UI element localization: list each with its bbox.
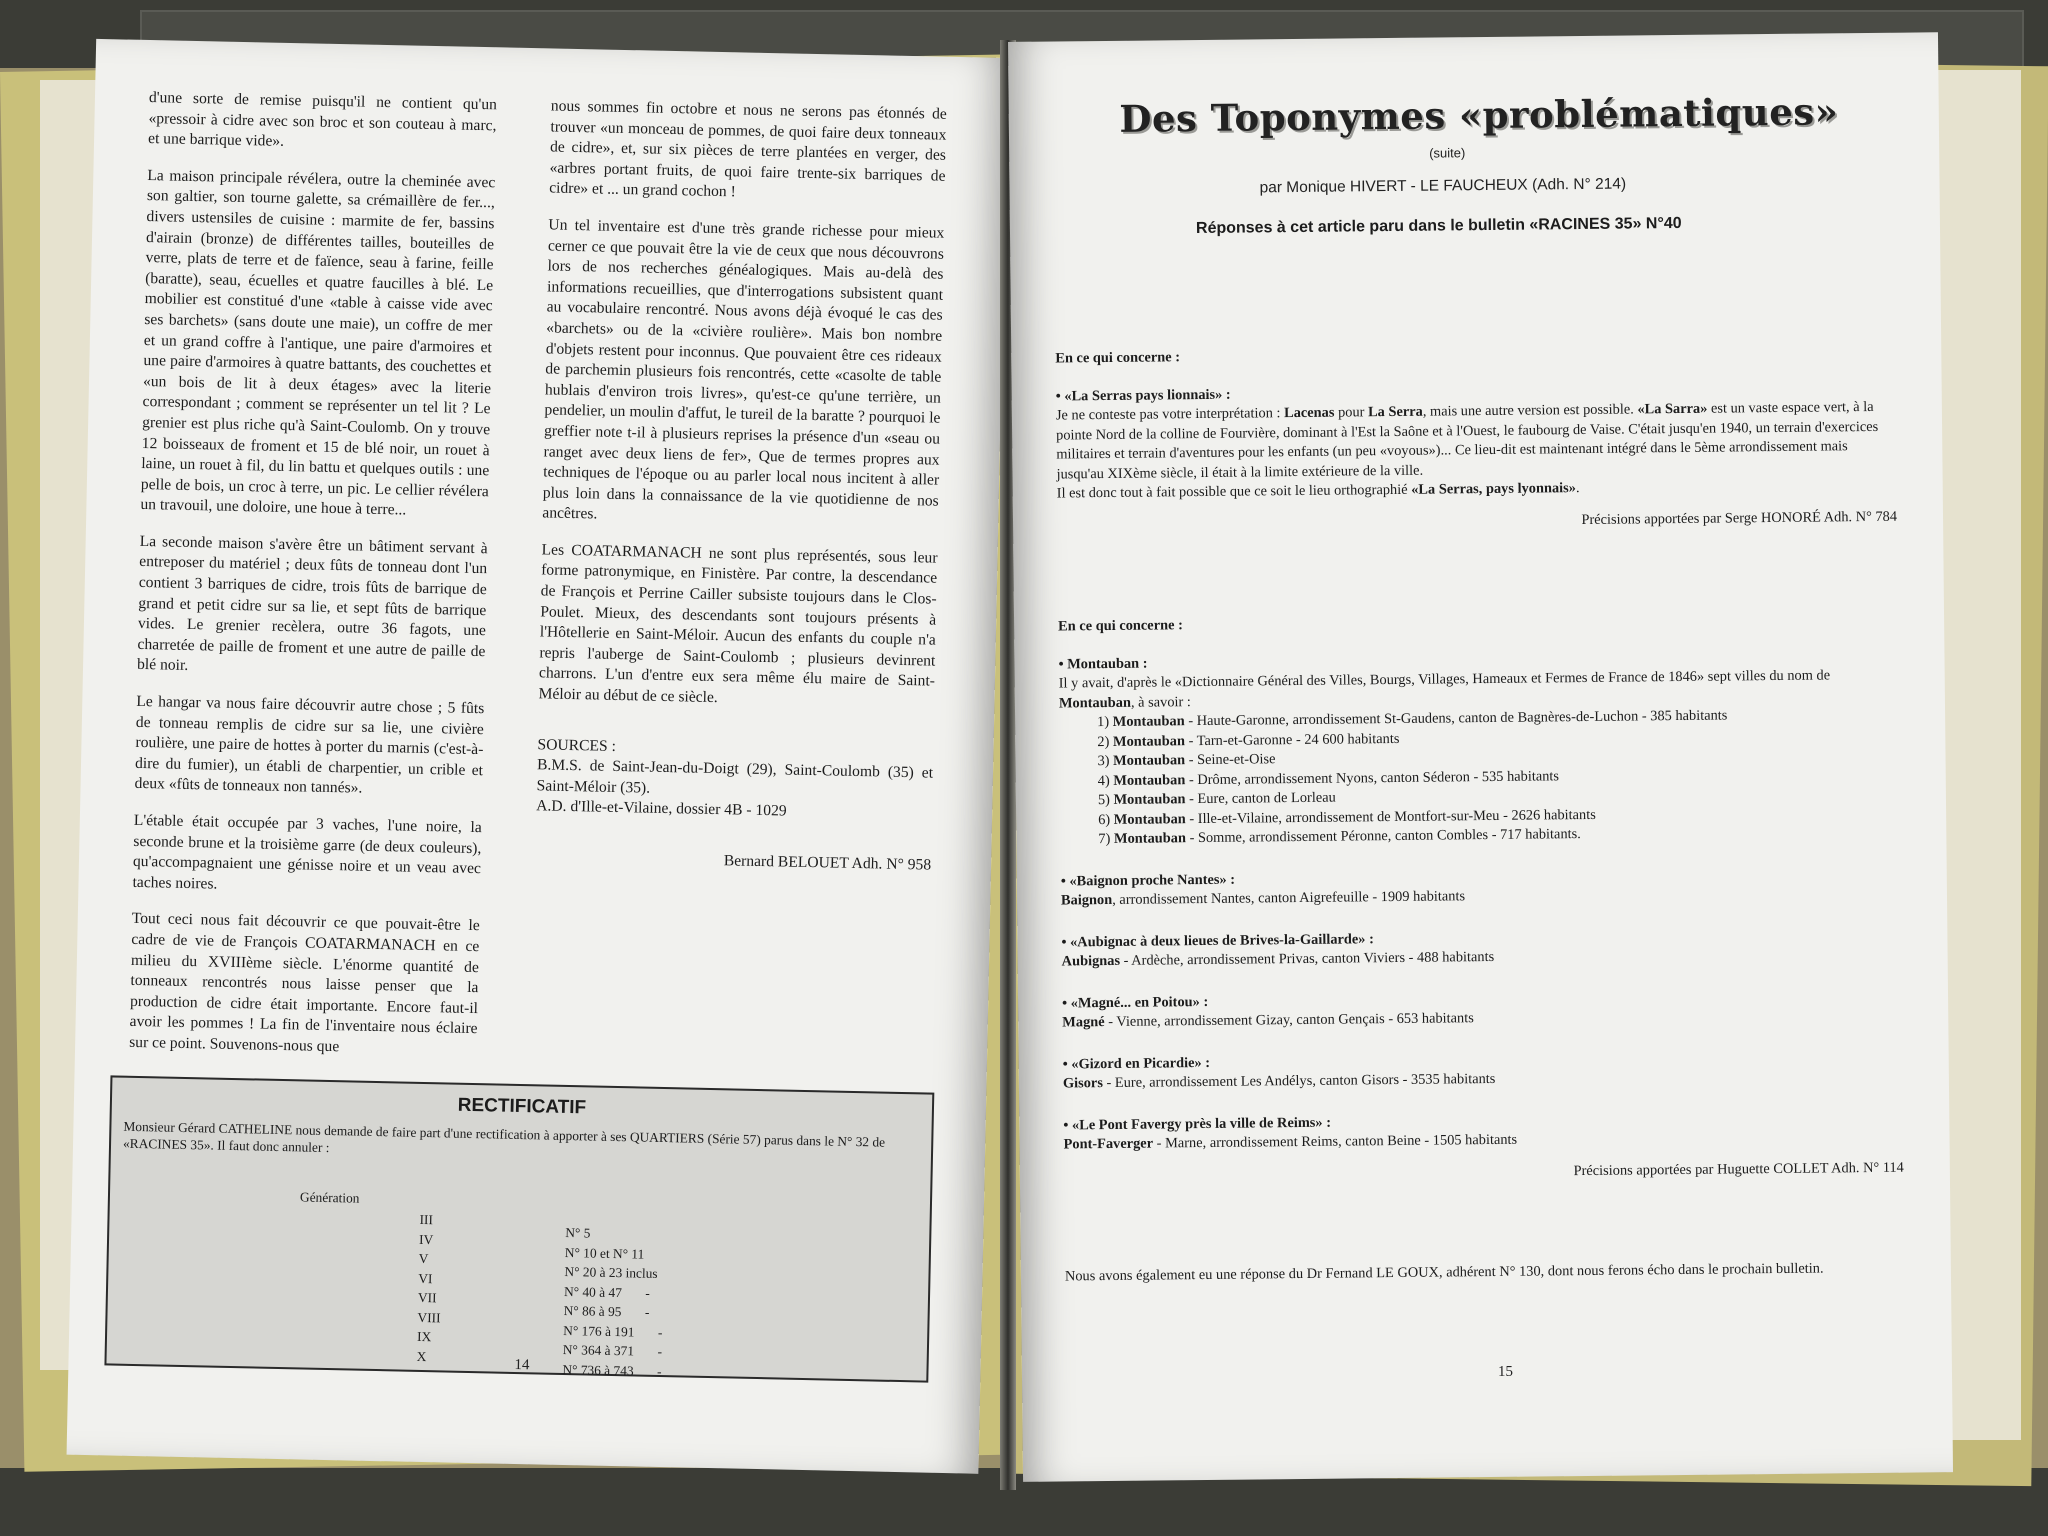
place-name: Gisors	[1062, 1075, 1103, 1092]
section-la-serras	[1055, 341, 1897, 536]
number-text: N° 20 à 23 inclus	[564, 1263, 658, 1281]
place-name: Montauban	[1112, 732, 1186, 750]
rectificatif-intro: Monsieur Gérard CATHELINE nous demande de faire part d'une rectification à apporter à ses QUARTIERS (Série 57) parus dans le N° 32 de «RACINES 35». Il faut donc annuler :	[122, 1118, 886, 1156]
place-name: Montauban	[1113, 791, 1186, 808]
text: - Seine-et-Oise	[1185, 751, 1276, 769]
number-item	[565, 1242, 687, 1264]
text: Il y avait, d'après le «Dictionnaire Général des Villes, Bourgs, Villages, Hameaux et Fermes de France de 1846» sept villes du nom de	[1058, 667, 1831, 692]
left-page	[67, 39, 1008, 1474]
text: - Somme, arrondissement Péronne, canton Combles - 717 habitants.	[1185, 826, 1581, 847]
item-title: • «Baignon proche Nantes» :	[1060, 871, 1236, 889]
sources-line: B.M.S. de Saint-Jean-du-Doigt (29), Saint-Coulomb (35) et Saint-Méloir (35).	[536, 756, 934, 797]
sources-line: A.D. d'Ille-et-Vilaine, dossier 4B - 1029	[536, 797, 787, 820]
number-item	[565, 1223, 687, 1245]
text: , mais une autre version est possible.	[1422, 401, 1638, 420]
paragraph: Les COATARMANACH ne sont plus représentés, sous leur forme patronymique, en Finistère. Par contre, la descendance de François et Perrine Cailler subsiste toujours dans le Clos-Poulet. Mieux, des descendants sont toujours présents à l'Hôtellerie en Saint-Méloir. Aucun des enfants du couple n'a repris l'auberge de Saint-Coulomb ; plusieurs devinrent charrons. L'un d'entre eux sera même élu maire de Saint-Méloir au début de ce siècle.	[538, 541, 938, 707]
closing-note: Nous avons également eu une réponse du Dr Fernand LE GOUX, adhérent N° 130, dont nous ferons écho dans le prochain bulletin.	[1064, 1260, 1824, 1285]
generation-item: IV	[418, 1231, 434, 1247]
paragraph: Le hangar va nous faire découvrir autre chose ; 5 fûts de tonneau remplis de cidre sur sa lie, une civière roulière, une paire de hottes à porter du marnis (c'est-à-dire du fumier), un établi de charpentier, un crible et deux «fûts de tonneaux non tannés».	[134, 692, 485, 798]
item-title: • «Gizord en Picardie» :	[1062, 1054, 1211, 1072]
generation-list	[416, 1210, 442, 1366]
generation-item: IX	[416, 1328, 432, 1345]
place-name: Montauban	[1112, 713, 1185, 730]
list-number: 2)	[1097, 733, 1110, 750]
paragraph: Tout ceci nous fait découvrir ce que pouvait-être le cadre de vie de François COATARMANACH en ce milieu du XVIIIème siècle. L'énorme quantité de tonneaux rencontrés nous laisse penser que la production de cidre était importante. Encore faut-il avoir les pommes ! La fin de l'inventaire nous éclaire sur ce point. Souvenons-nous que	[129, 910, 480, 1056]
place-name: «La Sarra»	[1637, 400, 1708, 418]
number-text: N° 364 à 371	[562, 1341, 635, 1359]
place-name: La Serra	[1367, 403, 1423, 421]
place-name: Montauban	[1058, 694, 1131, 712]
item-title: • Montauban :	[1058, 655, 1148, 673]
text: , à savoir :	[1130, 693, 1191, 711]
text: , arrondissement Nantes, canton Aigrefeuille - 1909 habitants	[1112, 888, 1466, 908]
list-number: 3)	[1097, 752, 1110, 770]
generation-label: Génération	[299, 1189, 360, 1206]
text: - Marne, arrondissement Reims, canton Beine - 1505 habitants	[1152, 1131, 1518, 1152]
page-number: 14	[514, 1356, 530, 1374]
item-title: • «La Serras pays lionnais» :	[1055, 386, 1231, 405]
place-name: Montauban	[1113, 810, 1186, 828]
dash	[644, 1258, 672, 1259]
text: - Eure, arrondissement Les Andélys, canton Gisors - 3535 habitants	[1102, 1070, 1496, 1092]
number-list	[562, 1223, 686, 1382]
text: Je ne conteste pas votre interprétation :	[1055, 405, 1285, 424]
rectificatif-box	[104, 1075, 934, 1382]
article-title: Des Toponymes «problématiques»	[1119, 89, 1839, 141]
place-name: «La Serras, pays lyonnais»	[1411, 480, 1577, 498]
text: est un vaste espace vert, à la pointe Nord de la colline de Fourvière, dominant à l'Est la Saône et à l'Ouest, le faubourg de Vaise. C'était jusqu'en 1940, un terrain d'exercices militaires et terrain d'aventures pour les enfants (un peu «voyous»)... Ce lieu-dit est maintenant intégré dans le 5ème arrondissement mais jusqu'au XIXème siècle, il était à la limite extérieure de la ville.	[1056, 398, 1879, 483]
dash: -	[656, 1363, 662, 1379]
generation-item: VII	[417, 1289, 437, 1306]
article-subtitle: Réponses à cet article paru dans le bulletin «RACINES 35» N°40	[1195, 214, 1682, 238]
number-text: N° 40 à 47	[563, 1283, 623, 1300]
number-item	[564, 1262, 686, 1284]
item-title: • «Aubignac à deux lieues de Brives-la-Gaillarde» :	[1061, 930, 1374, 950]
dash: -	[657, 1324, 663, 1340]
item-title: • «Magné... en Poitou» :	[1061, 993, 1209, 1011]
section-heading: En ce qui concerne :	[1055, 349, 1181, 367]
generation-item: X	[416, 1348, 427, 1364]
number-text: N° 736 à 743	[562, 1361, 634, 1378]
paragraph	[1056, 398, 1897, 485]
text: Il est donc tout à fait possible que ce soit le lieu orthographié	[1056, 481, 1412, 502]
article-byline: par Monique HIVERT - LE FAUCHEUX (Adh. N° 214)	[1259, 175, 1627, 197]
place-name: Lacenas	[1283, 404, 1335, 422]
place-name: Pont-Faverger	[1063, 1135, 1154, 1153]
dash	[658, 1278, 686, 1279]
sources-heading: SOURCES :	[537, 735, 617, 755]
list-number: 6)	[1098, 811, 1111, 828]
place-name: Montauban	[1113, 771, 1186, 789]
text: pour	[1334, 404, 1369, 421]
credit-line: Précisions apportées par Serge HONORÉ Adh. N° 784	[1581, 508, 1898, 528]
section-montauban	[1058, 609, 1904, 1187]
paragraph: nous sommes fin octobre et nous ne serons pas étonnés de trouver «un monceau de pommes, de quoi faire deux tonneaux de cidre», et, sur six pièces de terre plantées en verger, des «arbres portant fruits, de quoi faire trente-six barriques de cidre» et ... un grand cochon !	[548, 97, 947, 201]
place-name: Aubignas	[1061, 952, 1121, 970]
paragraph: La maison principale révélera, outre la cheminée avec son galtier, son tourne galette, sa crémaillère de fer..., divers ustensiles de cuisine : marmite de fer, bassins d'airain (bronze) de différentes tailles, bouteilles de verre, plats de terre et de faïence, seau à farine, feille (baratte), seau, écuelles et quatre faucilles à blé. Le mobilier est constitué d'une «table à caisse vide avec ses barchets» (sans doute une maie), un coffre de mer et un grand coffre à l'antique, une paire d'armoires et une paire d'armoires à quatre battants, des couchettes et «un bois de lit à deux étages» avec la literie correspondant ; comment se représenter un tel lit ? Le grenier est plus riche qu'à Saint-Coulomb. On y trouve 12 boisseaux de froment et 15 de blé noir, un rouet à laine, un rouet à fil, du lin battu et quelques outils : une pelle de bois, un croc à terre, un pic. Le cellier révélera un travouil, une doloire, une houe à terre...	[140, 166, 496, 519]
left-column-2	[535, 96, 947, 876]
generation-item: III	[419, 1211, 434, 1228]
right-page	[1008, 32, 1953, 1482]
number-text: N° 176 à 191	[563, 1322, 635, 1339]
text: .	[1575, 480, 1580, 497]
number-item	[564, 1281, 686, 1303]
dash: -	[645, 1285, 651, 1301]
list-number: 5)	[1097, 791, 1111, 809]
place-name: Magné	[1062, 1014, 1105, 1031]
text: - Eure, canton de Lorleau	[1185, 789, 1336, 808]
text: - Tarn-et-Garonne - 24 600 habitants	[1184, 730, 1400, 749]
article-suite: (suite)	[1429, 145, 1466, 161]
place-name: Montauban	[1113, 830, 1187, 847]
number-item	[562, 1359, 684, 1381]
paragraph: L'étable était occupée par 3 vaches, l'une noire, la seconde brune et la troisième garre (de deux couleurs), qu'accompagnaient une génisse noire et un veau avec taches noires.	[132, 811, 482, 893]
list-number: 7)	[1098, 830, 1111, 848]
place-name: Baignon	[1060, 891, 1113, 909]
generation-item: V	[418, 1250, 429, 1267]
page-number: 15	[1497, 1363, 1514, 1380]
paragraph: Un tel inventaire est d'une très grande richesse pour mieux cerner ce que pouvait être la vie de ceux que nous découvrons lors de nos recherches généalogiques. Mais au-delà des informations recueillies, que d'interrogations subsistent quant au vocabulaire rencontré. Nous avons déjà évoqué le cas des «barchets» ou de la «civière roulière». Mais bon nombre d'objets restent pour inconnus. Que pouvaient être ces rideaux de parchemin plusieurs fois rencontrés, cette «casolte de table hublais d'environ trois livres», qu'est-ce qu'une terrière, un pendelier, un moulin d'affut, le tureil de la baratte ? pourquoi le greffier note t-il à plusieurs reprises la présence d'un «seau ou ranget avec deux liens de fer», Que de termes propres aux techniques de l'époque ou au parler local nous incitent à aller plus loin dans la connaissance de la vie quotidienne de nos ancêtres.	[542, 216, 945, 523]
number-item	[563, 1301, 685, 1323]
number-item	[563, 1320, 685, 1342]
number-text: N° 5	[565, 1224, 591, 1241]
list-number: 1)	[1097, 713, 1110, 731]
number-item	[563, 1340, 685, 1362]
text: - Ille-et-Vilaine, arrondissement de Montfort-sur-Meu - 2626 habitants	[1185, 806, 1596, 827]
dash: -	[657, 1343, 663, 1360]
section-heading: En ce qui concerne :	[1058, 617, 1183, 635]
list-number: 4)	[1097, 772, 1110, 789]
paragraph: d'une sorte de remise puisqu'il ne contient qu'un «pressoir à cidre avec son broc et son couteau à marc, et une barrique vide».	[147, 89, 498, 151]
number-text: N° 10 et N° 11	[564, 1244, 645, 1262]
text: - Drôme, arrondissement Nyons, canton Séderon - 535 habitants	[1185, 767, 1560, 788]
sources-block	[536, 735, 934, 826]
place-name: Montauban	[1113, 752, 1186, 769]
dash: -	[644, 1304, 650, 1320]
text: - Haute-Garonne, arrondissement St-Gaudens, canton de Bagnères-de-Luchon - 385 habitants	[1184, 707, 1728, 730]
item-title: • «Le Pont Favergy près la ville de Reims» :	[1063, 1114, 1332, 1133]
text: - Vienne, arrondissement Gizay, canton Gençais - 653 habitants	[1104, 1010, 1474, 1031]
number-text: N° 86 à 95	[563, 1302, 622, 1320]
left-column-1	[129, 88, 497, 1077]
author-signature: Bernard BELOUET Adh. N° 958	[723, 852, 932, 874]
dash	[590, 1238, 618, 1239]
generation-item: VI	[418, 1270, 433, 1286]
rectificatif-title: RECTIFICATIF	[457, 1094, 587, 1119]
text: - Ardèche, arrondissement Privas, canton Viviers - 488 habitants	[1119, 948, 1495, 969]
credit-line: Précisions apportées par Huguette COLLET Adh. N° 114	[1573, 1159, 1904, 1179]
paragraph: La seconde maison s'avère être un bâtiment servant à entreposer du matériel ; deux fûts de tonneau dont l'un contient 3 barriques de cidre, trois fûts de barrique de grand et petit cidre sur sa lie, et sept fûts de barrique vides. Le grenier recèlera, outre 36 fagots, une charretée de paille de froment et une autre de paille de blé noir.	[136, 532, 488, 675]
generation-item: VIII	[417, 1309, 441, 1325]
